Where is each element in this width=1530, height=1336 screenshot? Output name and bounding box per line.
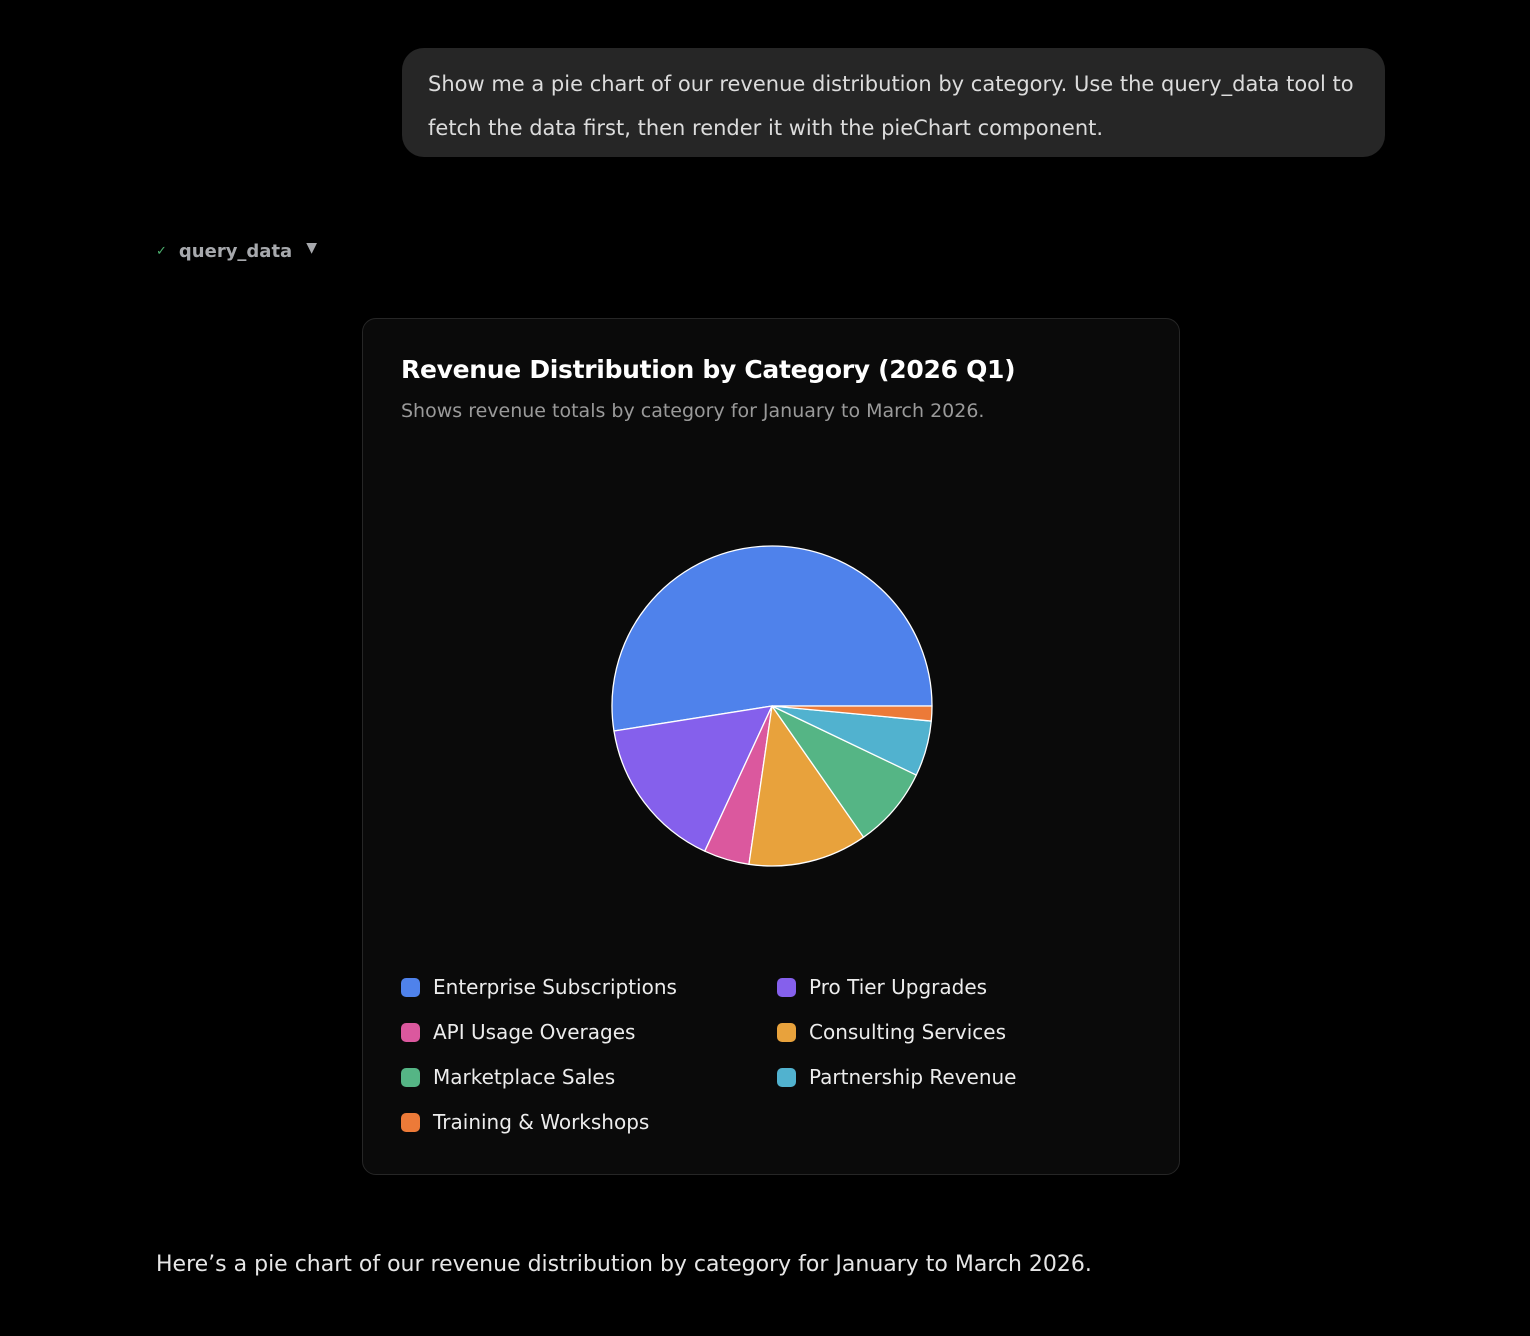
user-message-text: Show me a pie chart of our revenue distribution by category. Use the query_data tool to fetch the data first, then render it with the pieChart component. [428,72,1354,140]
legend-item [401,1062,615,1092]
legend-label: Pro Tier Upgrades [809,975,988,999]
legend-swatch [401,1023,420,1042]
chart-subtitle: Shows revenue totals by category for January to March 2026. [401,400,985,422]
user-message-bubble [402,48,1385,157]
legend-label: Marketplace Sales [433,1065,616,1089]
legend-item [777,1062,1017,1092]
chart-title: Revenue Distribution by Category (2026 Q1) [401,355,1016,384]
legend-item [401,1017,635,1047]
pie-chart [363,319,1181,919]
assistant-message: Here’s a pie chart of our revenue distribution by category for January to March 2026. [156,1252,1092,1277]
legend-label: Training & Workshops [433,1110,650,1134]
legend-swatch [777,1023,796,1042]
legend-label: Consulting Services [809,1020,1006,1044]
legend-swatch [777,978,796,997]
pie-slice-enterprise-subscriptions [612,546,932,731]
check-icon: ✓ [156,243,167,259]
legend-item [777,972,987,1002]
legend-swatch [401,978,420,997]
tool-call-toggle[interactable] [156,236,317,266]
legend-item [401,1107,649,1137]
caret-down-icon[interactable]: ▼ [306,240,317,256]
legend-swatch [401,1068,420,1087]
legend-label: Enterprise Subscriptions [433,975,677,999]
legend-item [777,1017,1006,1047]
legend-label: API Usage Overages [433,1020,636,1044]
legend-swatch [401,1113,420,1132]
chart-card [362,318,1180,1175]
legend-label: Partnership Revenue [809,1065,1017,1089]
legend-item [401,972,677,1002]
tool-call-name: query_data [178,240,293,262]
legend-swatch [777,1068,796,1087]
